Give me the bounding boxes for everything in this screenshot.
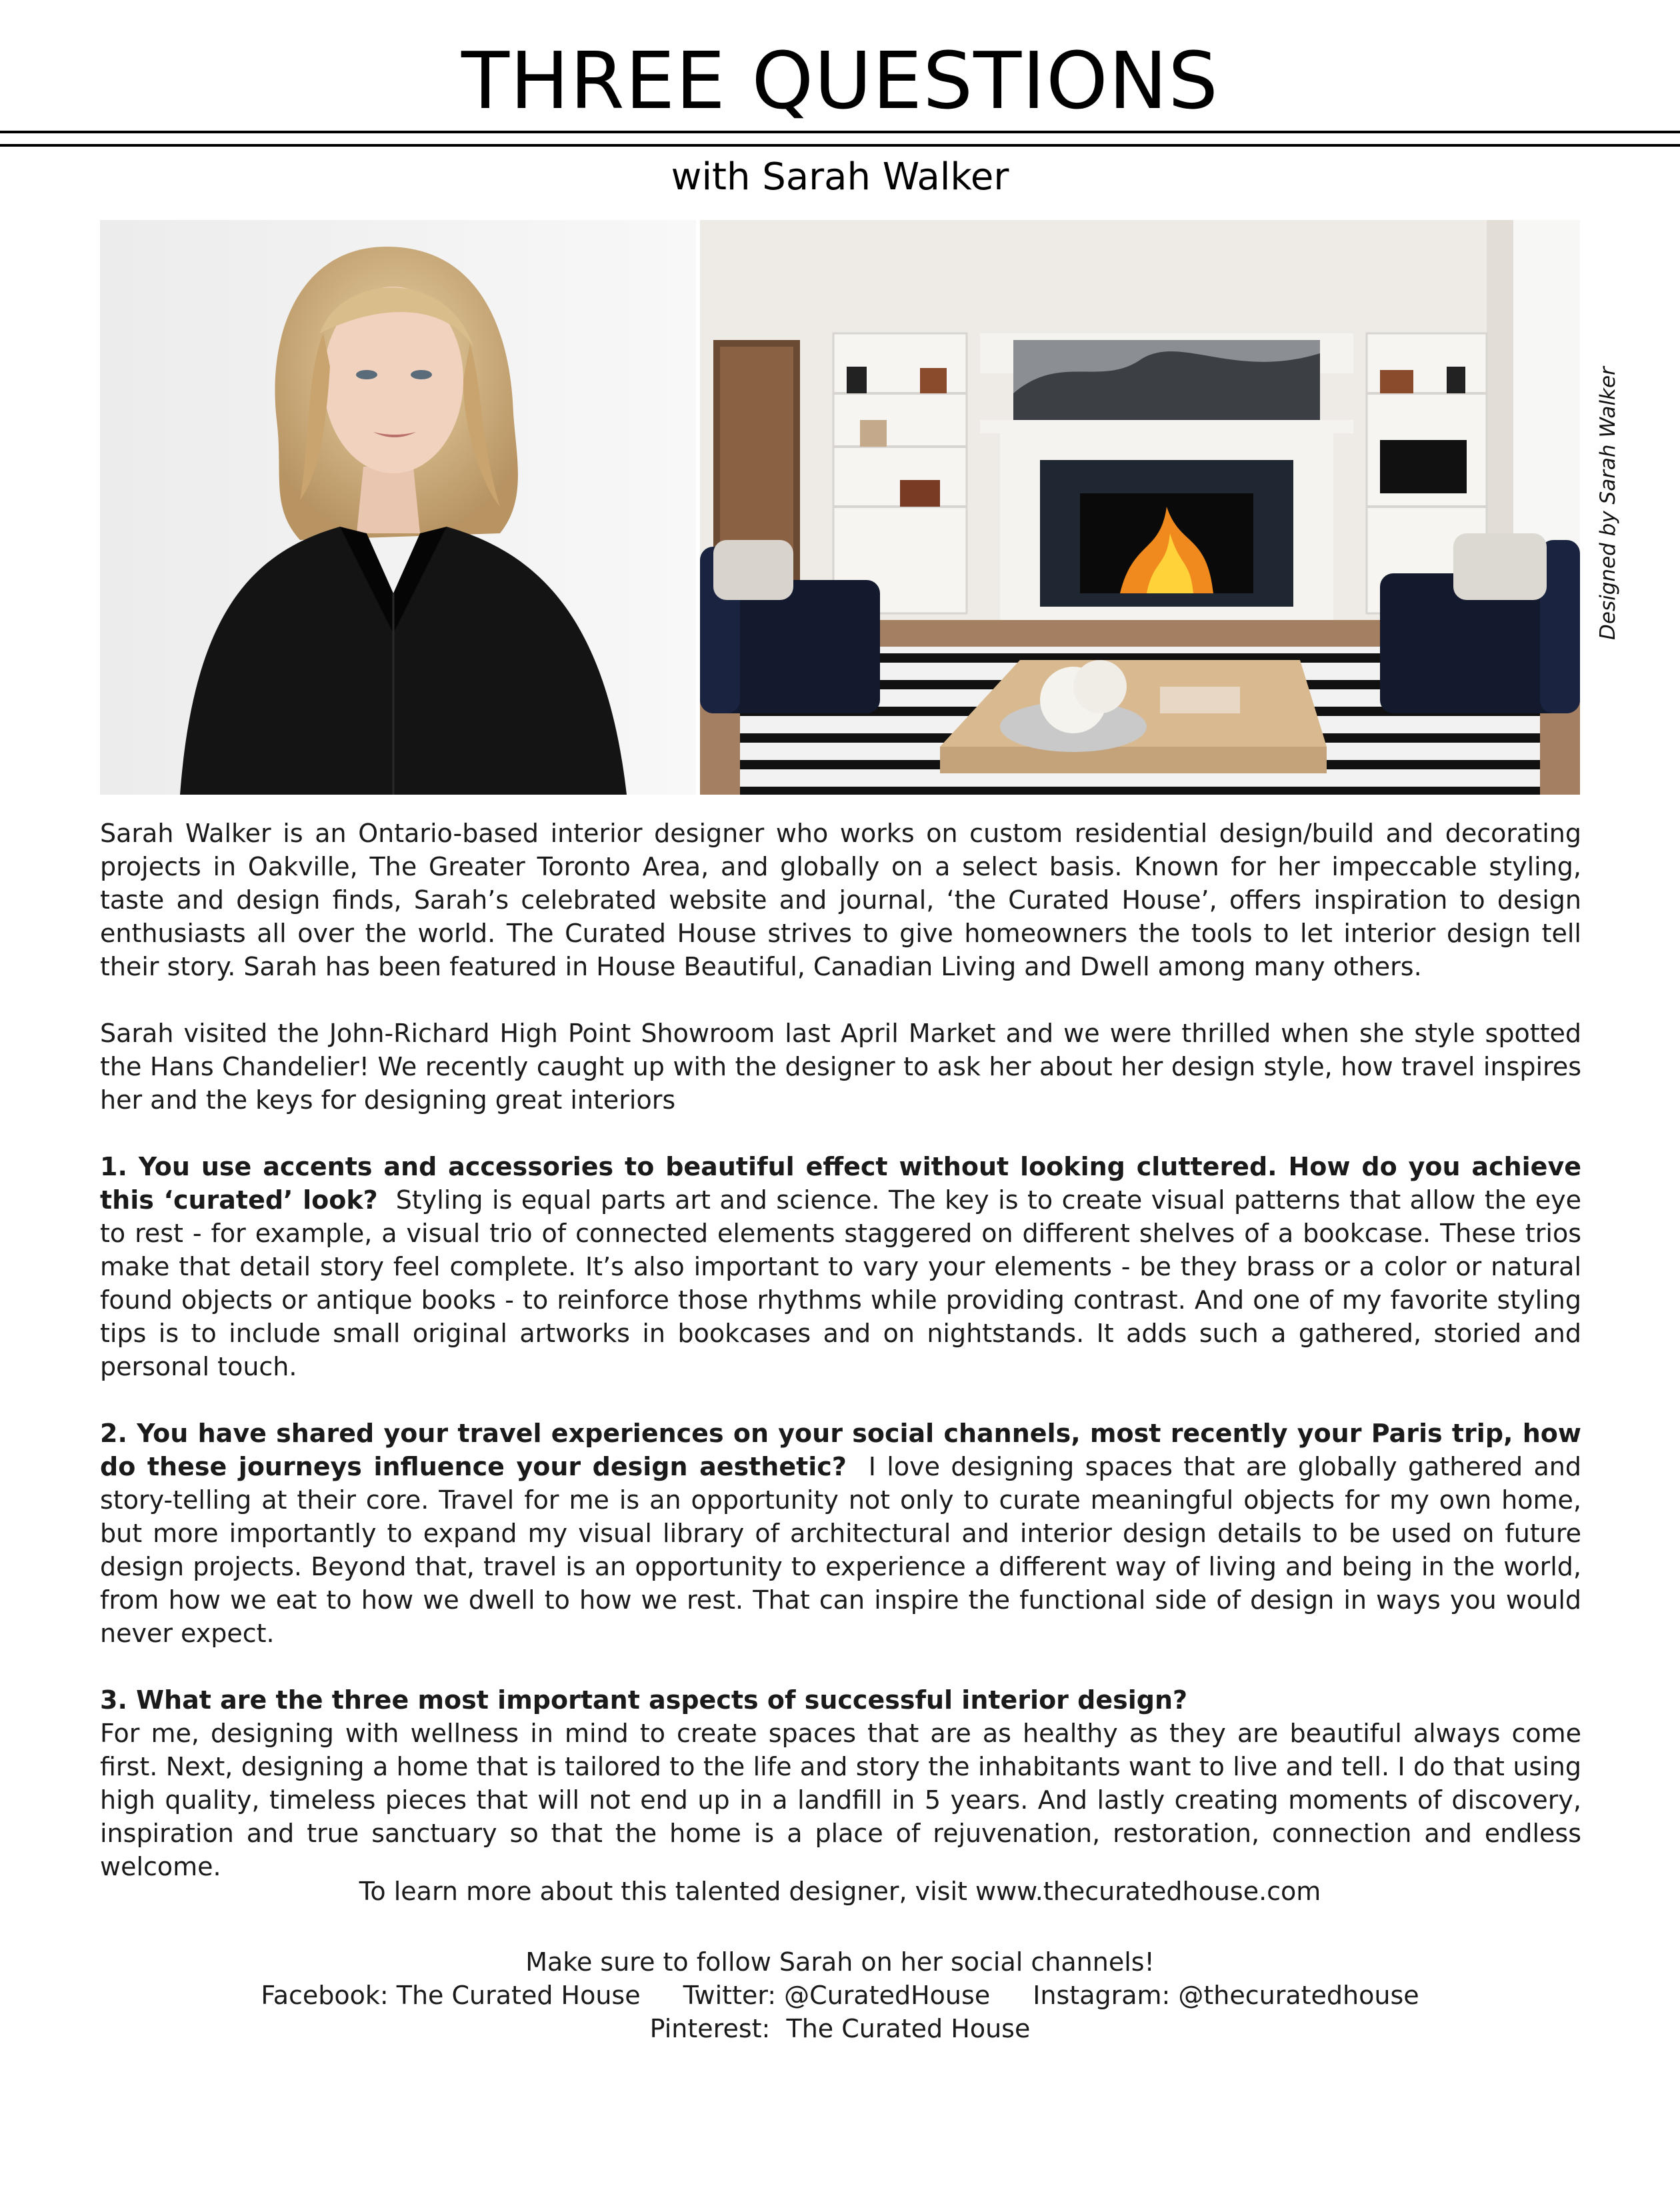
article-body [100, 817, 1581, 1917]
question-2-heading: 2. You have shared your travel experiences on your social channels, most recently your Paris trip, how do these journeys influence your design aesthetic? [100, 1419, 1581, 1481]
question-3 [100, 1683, 1581, 1883]
title-rule-top [0, 131, 1680, 133]
question-3-heading: 3. What are the three most important aspects of successful interior design? [100, 1685, 1188, 1715]
intro-paragraph-2: Sarah visited the John-Richard High Point Showroom last April Market and we were thrilled when she style spotted the Hans Chandelier! We recently caught up with the designer to ask her about her design style, how travel inspires her and the keys for designing great interiors [100, 1019, 1581, 1115]
question-1 [100, 1150, 1581, 1383]
twitter-link[interactable]: Twitter: @CuratedHouse [683, 1981, 991, 2010]
question-3-answer: For me, designing with wellness in mind to create spaces that are as healthy as they are beautiful always come first. Next, designing a home that is tailored to the life and story the inhabitants want to live and tell. I do that using high quality, timeless pieces that will not end up in a landfill in 5 years. And lastly creating moments of discovery, inspiration and true sanctuary so that the home is a place of rejuvenation, restoration, connection and endless welcome. [100, 1719, 1581, 1881]
follow-text: Make sure to follow Sarah on her social channels! [525, 1947, 1155, 1977]
question-1-answer: Styling is equal parts art and science. The key is to create visual patterns that allow the eye to rest - for example, a visual trio of connected elements staggered on different shelves of a bookcase. These trios make that detail story feel complete. It’s also important to vary your elements - be they brass or a color or natural found objects or antique books - to reinforce those rhythms while providing contrast. And one of my favorite styling tips is to include small original artworks in bookcases and on nightstands. It adds such a gathered, storied and personal touch. [100, 1185, 1581, 1381]
page-title: THREE QUESTIONS [461, 35, 1219, 127]
learn-more-text: To learn more about this talented designer, visit www.thecuratedhouse.com [359, 1877, 1321, 1906]
photo-credit: Designed by Sarah Walker [1596, 367, 1620, 640]
facebook-link[interactable]: Facebook: The Curated House [261, 1981, 641, 2010]
social-row [0, 1979, 1680, 2012]
page-subtitle: with Sarah Walker [671, 155, 1009, 199]
title-rule-bottom [0, 144, 1680, 147]
living-room-photo [700, 220, 1580, 795]
pinterest-link[interactable]: Pinterest: The Curated House [649, 2014, 1031, 2043]
question-2-answer: I love designing spaces that are globally gathered and story-telling at their core. Travel for me is an opportunity not only to curate meaningful objects for my own home, but more importantly to expand my visual library of architectural and interior design details to be used on future design projects. Beyond that, travel is an opportunity to experience a different way of living and being in the world, from how we eat to how we dwell to how we rest. That can inspire the functional side of design in ways you would never expect. [100, 1452, 1581, 1648]
intro-paragraph-1: Sarah Walker is an Ontario-based interior designer who works on custom residential design/build and decorating projects in Oakville, The Greater Toronto Area, and globally on a select basis. Known for her impeccable styling, taste and design finds, Sarah’s celebrated website and journal, ‘the Curated House’, offers inspiration to design enthusiasts all over the world. The Curated House strives to give homeowners the tools to let interior design tell their story. Sarah has been featured in House Beautiful, Canadian Living and Dwell among many others. [100, 819, 1581, 981]
question-2 [100, 1417, 1581, 1650]
question-1-heading: 1. You use accents and accessories to beautiful effect without looking cluttered. How do you achieve this ‘curated’ look? [100, 1152, 1581, 1215]
portrait-photo [100, 220, 696, 795]
instagram-link[interactable]: Instagram: @thecuratedhouse [1033, 1981, 1419, 2010]
social-links [0, 1945, 1680, 2045]
